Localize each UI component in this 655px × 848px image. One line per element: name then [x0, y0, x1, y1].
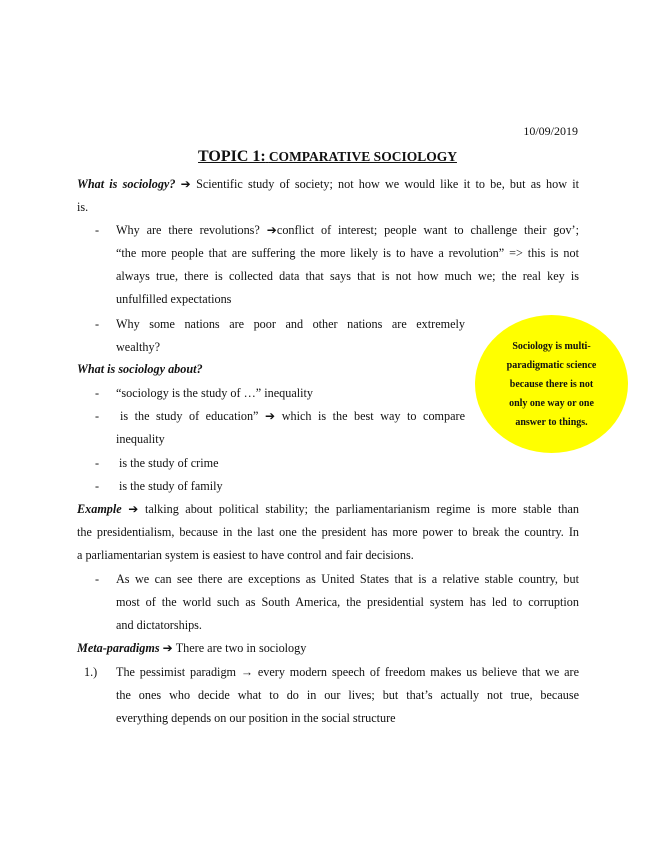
callout-text [502, 337, 602, 432]
b1-line1: Why are there revolutions? ➔conflict of interest; people want to challenge their gov’; [116, 223, 579, 237]
bullet-dash: - [95, 572, 100, 586]
sec1-heading: What is sociology? [77, 177, 176, 191]
page-title [0, 148, 655, 166]
callout-line: Sociology is multi- [512, 340, 591, 352]
meta-text: There are two in sociology [175, 641, 307, 655]
arrow-icon: ➔ [180, 177, 191, 191]
callout-line: answer to things. [515, 416, 588, 428]
bullet-dash: - [95, 409, 100, 423]
bullet-dash: - [95, 456, 100, 470]
b7-line3: and dictatorships. [116, 618, 202, 632]
bullet-dash: - [95, 386, 100, 400]
title-topic: TOPIC 1: [198, 148, 266, 165]
n1-line3: everything depends on our position in the social structure [116, 711, 396, 725]
b4-line1: is the study of education” ➔ which is the best way to compare [120, 409, 465, 423]
sec1-text: Scientific study of society; not how we would like it to be, but as how it [196, 177, 580, 191]
b7-line1: As we can see there are exceptions as United States that is a relative stable country, but [116, 572, 579, 586]
callout-line: because there is not [509, 378, 594, 390]
sec2-heading: What is sociology about? [77, 362, 203, 376]
meta-heading: Meta-paradigms [77, 641, 160, 655]
b3-line1: “sociology is the study of …” inequality [116, 386, 313, 400]
list-number: 1.) [84, 665, 98, 679]
b2-line1: Why some nations are poor and other nations are extremely [116, 317, 465, 331]
callout-line: paradigmatic science [506, 359, 597, 371]
n1-line2: the ones who decide what to do in our lives; but that’s actually not true, because [116, 688, 579, 702]
b2-line2: wealthy? [116, 340, 160, 354]
b4-line2: inequality [116, 432, 165, 446]
b1-line3: always true, there is collected data that says that is not how much we; the real key is [116, 269, 579, 283]
b1-line2: “the more people that are suffering the more likely is to have a revolution” => this is not [116, 246, 579, 260]
title-name: COMPARATIVE SOCIOLOGY [268, 149, 457, 164]
example-text: talking about political stability; the parliamentarianism regime is more stable than [144, 502, 579, 516]
example-line2: the presidentialism, because in the last one the president has more power to break the country. In [77, 525, 579, 539]
example-line3: a parliamentarian system is easiest to have control and fair decisions. [77, 548, 414, 562]
example-heading: Example [77, 502, 122, 516]
bullet-dash: - [95, 479, 100, 493]
callout-line: only one way or one [509, 397, 594, 409]
b5-line1: is the study of crime [119, 456, 219, 470]
meta-line [77, 637, 579, 660]
sec1-line1 [77, 173, 579, 196]
example-line1 [77, 498, 579, 521]
bullet-dash: - [95, 317, 100, 331]
b7-line2: most of the world such as South America, the presidential system has led to corruption [116, 595, 579, 609]
arrow-icon: ➔ [128, 502, 139, 516]
b6-line1: is the study of family [119, 479, 223, 493]
date: 10/09/2019 [523, 124, 578, 138]
n1-line1: The pessimist paradigm → every modern speech of freedom makes us believe that we are [116, 665, 579, 679]
arrow-icon: ➔ [162, 641, 173, 655]
b1-line4: unfulfilled expectations [116, 292, 232, 306]
bullet-dash: - [95, 223, 100, 237]
callout-circle [475, 315, 628, 453]
sec1-line2: is. [77, 200, 89, 214]
